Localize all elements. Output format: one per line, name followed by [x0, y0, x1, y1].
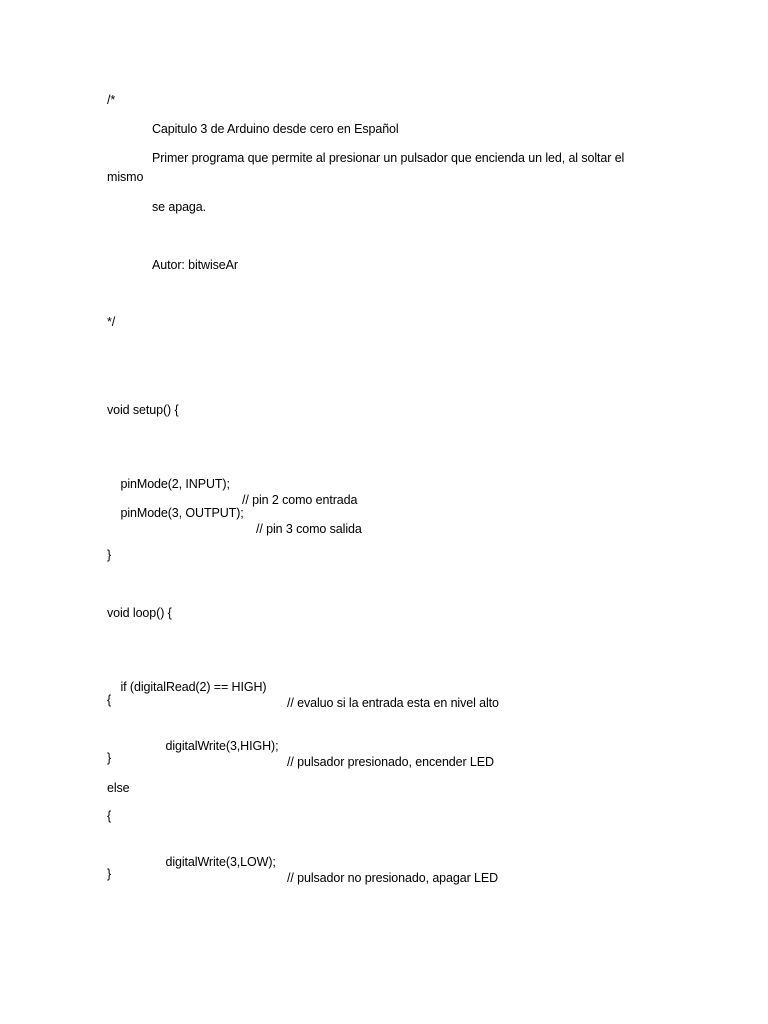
- author-line: Autor: bitwiseAr: [152, 258, 238, 272]
- close-brace-2: }: [107, 867, 112, 881]
- open-brace-1: {: [107, 693, 112, 707]
- code-comment: // pin 3 como salida: [256, 522, 362, 536]
- if-line: [107, 663, 499, 727]
- else-keyword: else: [107, 781, 130, 795]
- write-high-line: [152, 722, 494, 786]
- code-comment: // evaluo si la entrada esta en nivel alto: [287, 696, 499, 710]
- code-comment: // pulsador no presionado, apagar LED: [287, 871, 499, 885]
- code-comment: // pulsador presionado, encender LED: [287, 755, 494, 769]
- code-text: if (digitalRead(2) == HIGH): [120, 680, 267, 694]
- code-comment: // pin 2 como entrada: [242, 493, 358, 507]
- code-text: pinMode(3, OUTPUT);: [120, 506, 244, 520]
- write-low-line: [152, 838, 499, 902]
- code-text: digitalWrite(3,HIGH);: [165, 739, 279, 753]
- close-brace-1: }: [107, 751, 112, 765]
- description-line-2: se apaga.: [152, 200, 207, 214]
- setup-close-brace: }: [107, 548, 112, 562]
- comment-close: */: [107, 315, 116, 329]
- code-text: pinMode(2, INPUT);: [120, 477, 230, 491]
- code-text: digitalWrite(3,LOW);: [165, 855, 276, 869]
- comment-open: /*: [107, 93, 116, 107]
- chapter-title: Capitulo 3 de Arduino desde cero en Español: [152, 122, 399, 136]
- open-brace-2: {: [107, 809, 112, 823]
- loop-declaration: void loop() {: [107, 606, 172, 620]
- description-line: Primer programa que permite al presionar un pulsador que encienda un led, al soltar el mismo: [107, 151, 625, 184]
- setup-declaration: void setup() {: [107, 403, 179, 417]
